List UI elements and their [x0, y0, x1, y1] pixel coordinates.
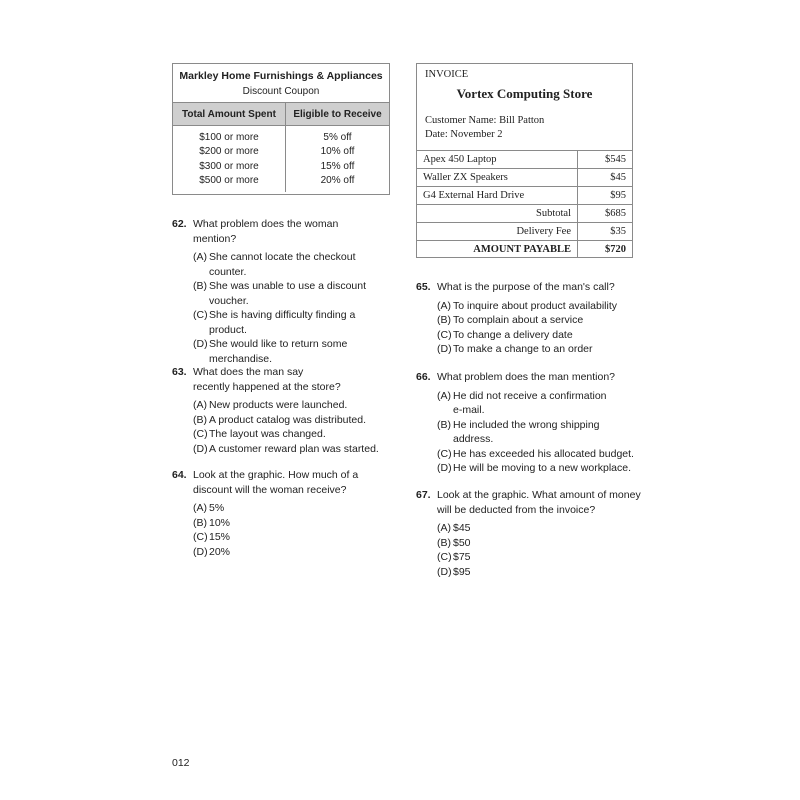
coupon-row [173, 159, 389, 174]
invoice-item-row [417, 151, 632, 169]
answer-options [193, 398, 392, 456]
question-66 [416, 370, 646, 476]
answer-option-b[interactable]: (B) 10% [193, 516, 231, 529]
invoice-item-row [417, 187, 632, 205]
answer-option-c[interactable]: (C) He has exceeded his allocated budget. [437, 447, 634, 460]
coupon-discount: 15% off [320, 160, 355, 172]
question-stem: What problem does the man mention? [437, 371, 616, 383]
coupon-spent: $300 or more [173, 159, 286, 174]
invoice-item: Waller ZX Speakers [417, 169, 578, 187]
answer-option-a[interactable]: (A) He did not receive a confirmation e-mail. [437, 389, 607, 416]
question-63 [172, 365, 392, 456]
question-64 [172, 468, 377, 559]
invoice-amount: $95 [578, 187, 633, 205]
invoice-subtotal-label: Subtotal [417, 205, 578, 223]
coupon-table [173, 102, 389, 192]
coupon-row [173, 174, 389, 193]
invoice-subtotal-row [417, 205, 632, 223]
answer-options [437, 299, 646, 357]
coupon-subtitle: Discount Coupon [242, 86, 320, 97]
invoice-delivery-amount: $35 [578, 223, 633, 241]
invoice-table [417, 150, 632, 258]
answer-options [193, 501, 377, 559]
invoice-delivery-label: Delivery Fee [417, 223, 578, 241]
answer-option-d[interactable]: (D) A customer reward plan was started. [193, 442, 379, 455]
answer-option-c[interactable]: (C) $75 [437, 551, 471, 563]
answer-options [437, 389, 634, 476]
invoice-label: INVOICE [425, 69, 469, 80]
answer-option-a[interactable]: (A) $45 [437, 522, 471, 534]
question-stem: What is the purpose of the man's call? [437, 281, 615, 293]
coupon-spent: $500 or more [173, 174, 286, 193]
coupon-discount: 20% off [320, 175, 355, 187]
question-number: 66. [416, 371, 431, 383]
answer-option-b[interactable]: (B) A product catalog was distributed. [193, 413, 367, 426]
answer-option-a[interactable]: (A) To inquire about product availability [437, 299, 618, 312]
invoice-customer-info [425, 114, 632, 142]
answer-option-a[interactable]: (A) 5% [193, 502, 225, 514]
coupon-header-spent: Total Amount Spent [173, 103, 286, 126]
question-stem: What problem does the woman mention? [193, 218, 339, 245]
invoice-item: Apex 450 Laptop [417, 151, 578, 169]
answer-option-d[interactable]: (D) To make a change to an order [437, 343, 593, 355]
invoice-item: G4 External Hard Drive [417, 187, 578, 205]
coupon-discount: 10% off [320, 146, 355, 158]
discount-coupon [172, 63, 390, 195]
answer-option-d[interactable]: (D) $95 [437, 565, 471, 578]
question-67 [416, 488, 641, 579]
answer-option-c[interactable]: (C) The layout was changed. [193, 428, 326, 440]
question-number: 67. [416, 489, 431, 501]
coupon-row [173, 145, 389, 160]
question-62 [172, 217, 377, 366]
answer-option-c[interactable]: (C) To change a delivery date [437, 328, 573, 341]
answer-option-d[interactable]: (D) She would like to return some merchandise. [193, 338, 348, 365]
invoice-subtotal-amount: $685 [578, 205, 633, 223]
invoice-total-label: AMOUNT PAYABLE [417, 241, 578, 259]
coupon-row [173, 126, 389, 145]
answer-option-c[interactable]: (C) 15% [193, 531, 231, 543]
invoice-amount: $545 [578, 151, 633, 169]
invoice-amount: $45 [578, 169, 633, 187]
page-number: 012 [172, 757, 190, 769]
question-number: 62. [172, 218, 187, 230]
coupon-discount: 5% off [323, 131, 352, 143]
coupon-spent: $100 or more [173, 126, 286, 145]
coupon-header-receive: Eligible to Receive [286, 103, 390, 126]
answer-option-c[interactable]: (C) She is having difficulty finding a product. [193, 309, 356, 336]
answer-option-b[interactable]: (B) $50 [437, 536, 471, 549]
coupon-spent: $200 or more [173, 145, 286, 160]
question-stem: Look at the graphic. What amount of money will be deducted from the invoice? [437, 489, 641, 516]
invoice [416, 63, 633, 258]
answer-option-d[interactable]: (D) 20% [193, 545, 231, 558]
answer-option-d[interactable]: (D) He will be moving to a new workplace. [437, 462, 631, 474]
question-stem: Look at the graphic. How much of a discount will the woman receive? [193, 469, 359, 496]
question-stem: What does the man say recently happened at the store? [193, 366, 341, 393]
question-number: 64. [172, 469, 187, 481]
invoice-total-row [417, 241, 632, 259]
answer-option-b[interactable]: (B) He included the wrong shipping address. [437, 418, 600, 445]
coupon-title: Markley Home Furnishings & Appliances [179, 70, 383, 82]
invoice-delivery-row [417, 223, 632, 241]
invoice-store-name: Vortex Computing Store [456, 86, 593, 101]
question-number: 63. [172, 366, 187, 378]
question-number: 65. [416, 281, 431, 293]
answer-option-b[interactable]: (B) To complain about a service [437, 314, 584, 326]
invoice-item-row [417, 169, 632, 187]
question-65 [416, 280, 646, 357]
answer-option-b[interactable]: (B) She was unable to use a discount voucher. [193, 280, 367, 307]
invoice-date: Date: November 2 [425, 129, 503, 140]
invoice-customer: Customer Name: Bill Patton [425, 115, 545, 126]
invoice-total-amount: $720 [578, 241, 633, 259]
answer-options [437, 521, 641, 579]
answer-options [193, 250, 377, 366]
answer-option-a[interactable]: (A) She cannot locate the checkout counter. [193, 251, 356, 278]
answer-option-a[interactable]: (A) New products were launched. [193, 399, 348, 411]
